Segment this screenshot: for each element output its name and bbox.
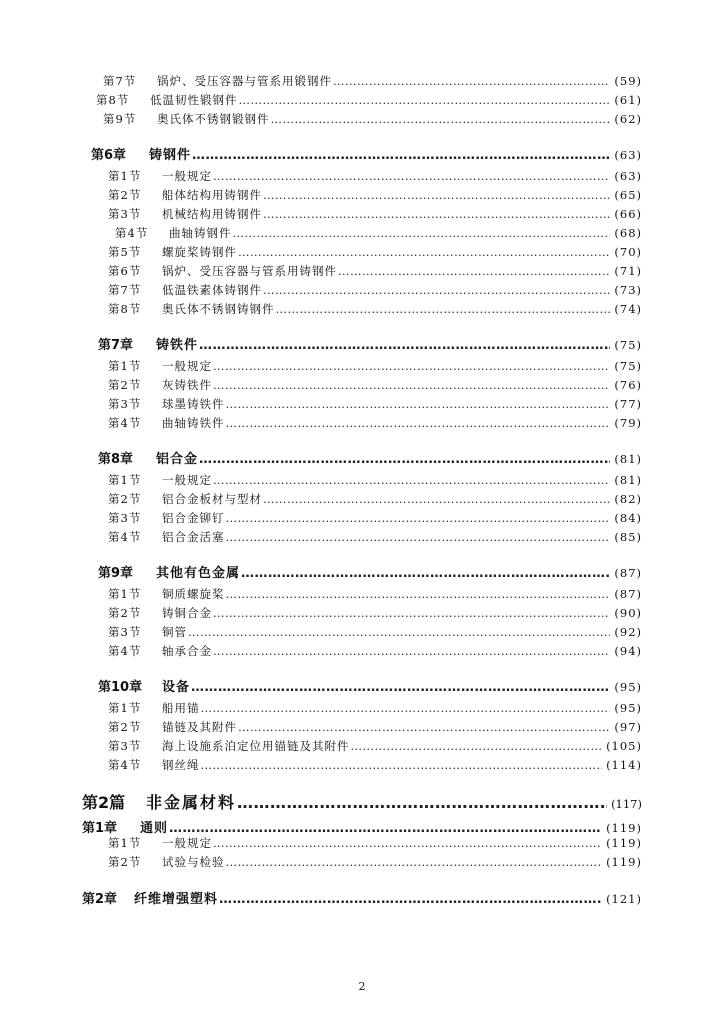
dot-leader [213,169,610,183]
toc-title: 螺旋桨铸钢件 [162,245,237,259]
dot-leader [237,793,607,812]
dot-leader [188,625,610,639]
toc-number: 第2节 [108,188,142,202]
toc-row-section [108,510,642,526]
toc-page: (63) [614,169,642,183]
toc-number: 第7节 [108,283,142,297]
toc-row-chapter [98,676,642,695]
dot-leader [241,566,610,581]
toc-page: (94) [614,644,642,658]
toc-page: (76) [614,378,642,392]
toc-number: 第2节 [108,378,142,392]
toc-number: 第3节 [108,625,142,639]
toc-title: 铸钢件 [149,148,192,163]
toc-number: 第1节 [108,169,142,183]
toc-page: (90) [614,606,642,620]
toc-row-chapter [98,562,642,581]
toc-row-section [108,738,642,754]
toc-title: 曲轴铸铁件 [162,416,225,430]
toc-page: (71) [614,264,642,278]
toc-title: 奥氏体不锈钢锻钢件 [157,112,270,126]
toc-number: 第2章 [82,892,118,907]
toc-number: 第8节 [96,93,130,107]
toc-number: 第1节 [108,836,142,850]
toc-page: (59) [614,74,642,88]
toc-row-section [108,586,642,602]
toc-number: 第4节 [115,226,149,240]
toc-title: 海上设施系泊定位用锚链及其附件 [162,739,350,753]
dot-leader [333,74,610,88]
toc-page: (119) [606,855,642,869]
toc-row-chapter [91,144,642,163]
toc-title: 轴承合金 [162,644,212,658]
toc-title: 一般规定 [162,836,212,850]
toc-row-section [108,719,642,735]
toc-title: 曲轴铸钢件 [169,226,232,240]
toc-row-section [108,605,642,621]
toc-title: 球墨铸铁件 [162,397,225,411]
toc-row-section [108,377,642,393]
toc-page: (68) [614,226,642,240]
toc-row-section [103,73,642,89]
toc-number: 第3节 [108,397,142,411]
toc-number: 第2节 [108,720,142,734]
toc-number: 第1节 [108,701,142,715]
toc-title: 铜管 [162,625,187,639]
toc-page: (61) [614,93,642,107]
toc-number: 第7章 [98,338,134,353]
toc-number: 第10章 [98,680,143,695]
toc-row-section [108,643,642,659]
toc-row-section [108,624,642,640]
dot-leader [201,758,603,772]
toc-title: 一般规定 [162,359,212,373]
toc-row-chapter [82,817,642,836]
toc-title: 钢丝绳 [162,758,200,772]
toc-number: 第3节 [108,511,142,525]
dot-leader [226,530,611,544]
toc-title: 一般规定 [162,169,212,183]
dot-leader [213,606,610,620]
toc-row-section [108,835,642,851]
toc-row-section [108,301,642,317]
toc-title: 铝合金板材与型材 [162,492,262,506]
toc-row-chapter [98,448,642,467]
toc-number: 第2篇 [82,793,126,812]
toc-title: 船体结构用铸钢件 [162,188,262,202]
toc-number: 第1章 [82,821,118,836]
dot-leader [263,283,610,297]
dot-leader [226,587,611,601]
toc-title: 设备 [162,680,191,695]
dot-leader [226,511,611,525]
toc-title: 灰铸铁件 [162,378,212,392]
toc-title: 铝合金活塞 [162,530,225,544]
dot-leader [213,359,610,373]
dot-leader [263,207,610,221]
toc-number: 第5节 [108,245,142,259]
toc-row-section [108,415,642,431]
toc-page: (63) [614,148,642,162]
toc-row-section [108,396,642,412]
toc-number: 第8节 [108,302,142,316]
dot-leader [213,473,610,487]
toc-page: (62) [614,112,642,126]
toc-row-section [103,111,642,127]
toc-number: 第4节 [108,530,142,544]
dot-leader [263,492,610,506]
dot-leader [213,644,610,658]
toc-page: (97) [614,720,642,734]
toc-page: (82) [614,492,642,506]
toc-title: 一般规定 [162,473,212,487]
toc-number: 第7节 [103,74,137,88]
toc-number: 第2节 [108,855,142,869]
toc-title: 低温韧性锻钢件 [150,93,238,107]
toc-number: 第9节 [103,112,137,126]
dot-leader [199,338,610,353]
toc-row-section [108,206,642,222]
dot-leader [191,680,610,695]
dot-leader [169,821,602,836]
toc-row-chapter [82,888,642,907]
toc-title: 铸铁件 [156,338,199,353]
toc-title: 低温铁素体铸钢件 [162,283,262,297]
toc-page: (95) [614,701,642,715]
toc-number: 第2节 [108,606,142,620]
toc-page: (121) [606,892,642,906]
toc-title: 铸铜合金 [162,606,212,620]
toc-number: 第8章 [98,452,134,467]
dot-leader [226,855,603,869]
toc-number: 第4节 [108,758,142,772]
toc-title: 铜质螺旋桨 [162,587,225,601]
dot-leader [263,188,610,202]
toc-row-section [108,282,642,298]
toc-title: 试验与检验 [162,855,225,869]
toc-row-part [82,790,642,813]
toc-page: (81) [614,452,642,466]
dot-leader [271,112,611,126]
toc-title: 船用锚 [162,701,200,715]
toc-page: (119) [606,821,642,835]
toc-number: 第2节 [108,492,142,506]
toc-title: 通则 [140,821,169,836]
dot-leader [238,720,610,734]
toc-number: 第3节 [108,739,142,753]
dot-leader [192,148,610,163]
toc-page: (92) [614,625,642,639]
dot-leader [226,416,611,430]
toc-number: 第3节 [108,207,142,221]
toc-page: (70) [614,245,642,259]
toc-title: 锅炉、受压容器与管系用铸钢件 [162,264,337,278]
toc-page: (87) [614,566,642,580]
toc-page: (73) [614,283,642,297]
toc-row-section [108,358,642,374]
toc-page: (74) [614,302,642,316]
toc-page: (75) [614,359,642,373]
dot-leader [351,739,603,753]
page-number: 2 [358,980,366,993]
toc-title: 铝合金 [156,452,199,467]
dot-leader [276,302,611,316]
toc-title: 机械结构用铸钢件 [162,207,262,221]
dot-leader [213,836,602,850]
toc-page: (75) [614,338,642,352]
toc-page: (79) [614,416,642,430]
toc-row-section [96,92,642,108]
toc-page: (105) [606,739,642,753]
toc-title: 锅炉、受压容器与管系用锻钢件 [157,74,332,88]
dot-leader [201,701,611,715]
toc-title: 铝合金铆钉 [162,511,225,525]
dot-leader [213,378,610,392]
toc-number: 第1节 [108,587,142,601]
dot-leader [199,452,610,467]
toc-page: (87) [614,587,642,601]
dot-leader [338,264,610,278]
dot-leader [239,93,611,107]
toc-page: (117) [611,797,642,811]
dot-leader [219,892,602,907]
toc-number: 第6章 [91,148,127,163]
toc-page: (84) [614,511,642,525]
toc-page: (95) [614,680,642,694]
toc-title: 锚链及其附件 [162,720,237,734]
toc-row-section [108,854,642,870]
toc-title: 纤维增强塑料 [134,892,219,907]
toc-number: 第4节 [108,416,142,430]
toc-number: 第9章 [98,566,134,581]
toc-number: 第6节 [108,264,142,278]
toc-row-section [108,168,642,184]
toc-number: 第4节 [108,644,142,658]
toc-row-section [108,263,642,279]
toc-page: (65) [614,188,642,202]
toc-row-section [108,529,642,545]
toc-title: 其他有色金属 [156,566,241,581]
toc-page: (114) [606,758,642,772]
toc-row-chapter [98,334,642,353]
toc-row-section [108,472,642,488]
dot-leader [226,397,611,411]
toc-page: (81) [614,473,642,487]
toc-row-section [108,491,642,507]
toc-page: (119) [606,836,642,850]
toc-row-section [108,187,642,203]
dot-leader [233,226,611,240]
dot-leader [238,245,610,259]
toc-title: 奥氏体不锈钢铸钢件 [162,302,275,316]
toc-page: (66) [614,207,642,221]
toc-number: 第1节 [108,359,142,373]
toc-page: (77) [614,397,642,411]
toc-row-section [108,244,642,260]
toc-page: (85) [614,530,642,544]
toc-row-section [108,700,642,716]
toc-number: 第1节 [108,473,142,487]
toc-row-section [115,225,642,241]
toc-title: 非金属材料 [146,793,237,812]
toc-row-section [108,757,642,773]
